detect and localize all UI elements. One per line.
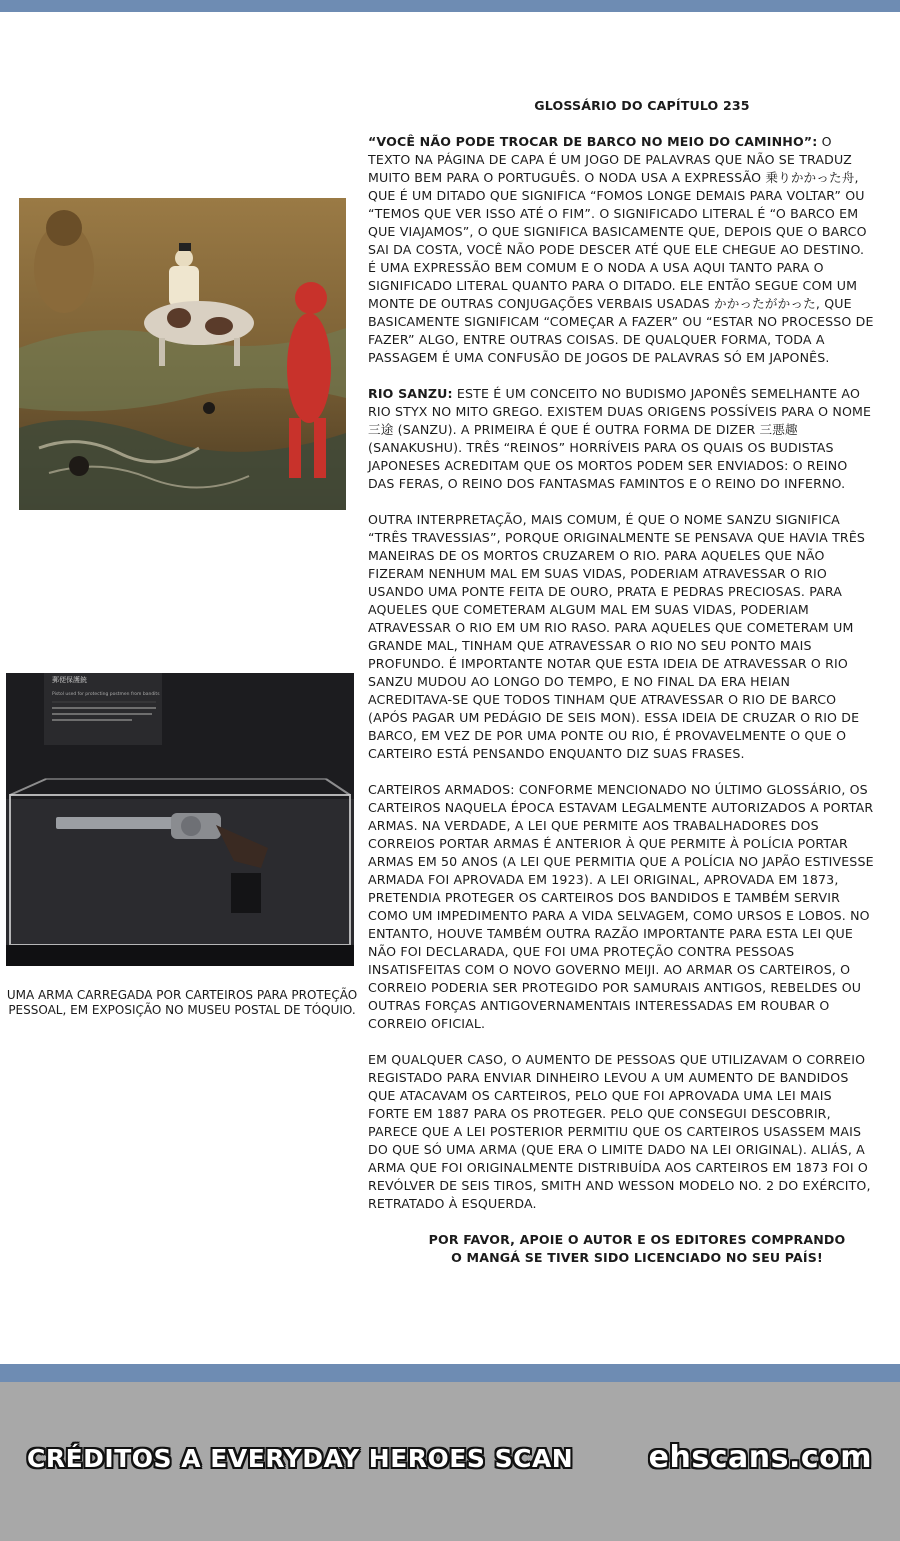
scan-group-credit: CRÉDITOS A EVERYDAY HEROES SCAN [27,1444,574,1473]
glossary-heading-sanzu: RIO SANZU: [368,386,453,401]
sanzu-river-painting [19,198,346,510]
placard-title: 郵便保護銃 [52,676,87,684]
credits-band [0,1364,900,1541]
photo-artwork [6,673,354,966]
scan-site-url[interactable]: ehscans.com [648,1440,872,1475]
glossary-paragraph-carteiros [368,781,876,1033]
glossary-paragraph-barco [368,133,876,367]
credits-stripe [0,1364,900,1382]
glossary-body-sanzu-interpretation: OUTRA INTERPRETAÇÃO, MAIS COMUM, É QUE O NOME SANZU SIGNIFICA “TRÊS TRAVESSIAS”, PORQUE ORIGINALMENTE SE PENSAVA QUE HAVIA TRÊS MANEIRAS DE OS MORTOS CRUZAREM O RIO. PARA AQUELES QUE NÃO FIZERAM NENHUM MAL EM SUAS VIDAS, PODERIAM ATRAVESSAR O RIO USANDO UMA PONTE FEITA DE OURO, PRATA E PEDRAS PRECIOSAS. PARA AQUELES QUE COMETERAM ALGUM MAL EM SUAS VIDAS, PODERIAM ATRAVESSAR O RIO EM UM RIO RASO. PARA AQUELES QUE COMETERAM UM GRANDE MAL, TINHAM QUE ATRAVESSAR O RIO NO SEU PONTO MAIS PROFUNDO. É IMPORTANTE NOTAR QUE ESTA IDEIA DE ATRAVESSAR O RIO SANZU MUDOU AO LONGO DO TEMPO, E NO FINAL DA ERA HEIAN ACREDITAVA-SE QUE TODOS TINHAM QUE ATRAVESSAR O RIO DE BARCO (APÓS PAGAR UM PEDÁGIO DE SEIS MON). ESSA IDEIA DE CRUZAR O RIO DE BARCO, EM VEZ DE POR UMA PONTE OU RIO, É PROVAVELMENTE O QUE O CARTEIRO ESTÁ PENSANDO ENQUANTO DIZ SUAS FRASES. [368,512,866,761]
caption-line-2: PESSOAL, EM EXPOSIÇÃO NO MUSEU POSTAL DE TÓQUIO. [8,1003,356,1017]
support-note-line-2: O MANGÁ SE TIVER SIDO LICENCIADO NO SEU PAÍS! [451,1250,823,1265]
painting-artwork [19,198,346,510]
glossary-paragraph-lei-1887 [368,1051,876,1213]
glossary-column [368,97,876,1267]
glossary-paragraph-sanzu [368,385,876,493]
photo-caption [4,988,360,1018]
support-author-note [368,1231,876,1267]
glossary-heading-barco: “VOCÊ NÃO PODE TROCAR DE BARCO NO MEIO DO CAMINHO”: [368,134,818,149]
support-note-line-1: POR FAVOR, APOIE O AUTOR E OS EDITORES COMPRANDO [428,1232,846,1247]
glossary-title: GLOSSÁRIO DO CAPÍTULO 235 [534,98,750,113]
glossary-body-carteiros: CARTEIROS ARMADOS: CONFORME MENCIONADO NO ÚLTIMO GLOSSÁRIO, OS CARTEIROS NAQUELA ÉPOCA ESTAVAM LEGALMENTE AUTORIZADOS A PORTAR ARMAS. NA VERDADE, A LEI QUE PERMITE AOS TRABALHADORES DOS CORREIOS PORTAR ARMAS É ANTERIOR À QUE PERMITE À POLÍCIA PORTAR ARMAS EM 50 ANOS (A LEI QUE PERMITIA QUE A POLÍCIA NO JAPÃO ESTIVESSE ARMADA FOI APROVADA EM 1923). A LEI ORIGINAL, APROVADA EM 1873, PRETENDIA PROTEGER OS CARTEIROS DOS BANDIDOS E TAMBÉM SERVIR COMO UM IMPEDIMENTO PARA A VIDA SELVAGEM, COMO URSOS E LOBOS. NO ENTANTO, HOUVE TAMBÉM OUTRA RAZÃO IMPORTANTE PARA ESTA LEI QUE NÃO FOI DECLARADA, QUE FOI UMA PROTEÇÃO CONTRA PESSOAS INSATISFEITAS COM O NOVO GOVERNO MEIJI. AO ARMAR OS CARTEIROS, O CORREIO PODERIA SER PROTEGIDO POR SAMURAIS ANTIGOS, REBELDES OU OUTRAS FORÇAS ANTIGOVERNAMENTAIS INTERESSADAS EM ROUBAR O CORREIO OFICIAL. [368,782,874,1031]
glossary-body-lei-1887: EM QUALQUER CASO, O AUMENTO DE PESSOAS QUE UTILIZAVAM O CORREIO REGISTADO PARA ENVIAR DINHEIRO LEVOU A UM AUMENTO DE BANDIDOS QUE ATACAVAM OS CARTEIROS, PELO QUE FOI APROVADA UMA LEI MAIS FORTE EM 1887 PARA OS PROTEGER. PELO QUE CONSEGUI DESCOBRIR, PARECE QUE A LEI POSTERIOR PERMITIU QUE OS CARTEIROS USASSEM MAIS DO QUE SÓ UMA ARMA (QUE ERA O LIMITE DADO NA LEI ORIGINAL). ALIÁS, A ARMA QUE FOI ORIGINALMENTE DISTRIBUÍDA AOS CARTEIROS EM 1873 FOI O REVÓLVER DE SEIS TIROS, SMITH AND WESSON MODELO NO. 2 DO EXÉRCITO, RETRATADO À ESQUERDA. [368,1052,871,1211]
glossary-body-sanzu: ESTE É UM CONCEITO NO BUDISMO JAPONÊS SEMELHANTE AO RIO STYX NO MITO GREGO. EXISTEM DUAS ORIGENS POSSÍVEIS PARA O NOME 三途 (SANZU). A PRIMEIRA É QUE É OUTRA FORMA DE DIZER 三悪趣 (SANAKUSHU). TRÊS “REINOS” HORRÍVEIS PARA OS QUAIS OS BUDISTAS JAPONESES ACREDITAM QUE OS MORTOS PODEM SER ENVIADOS: O REINO DAS FERAS, O REINO DOS FANTASMAS FAMINTOS E O REINO DO INFERNO. [368,386,872,491]
caption-line-1: UMA ARMA CARREGADA POR CARTEIROS PARA PROTEÇÃO [6,988,358,1002]
glossary-body-barco: O TEXTO NA PÁGINA DE CAPA É UM JOGO DE PALAVRAS QUE NÃO SE TRADUZ MUITO BEM PARA O PORTUGUÊS. O NODA USA A EXPRESSÃO 乗りかかった舟, QUE É UM DITADO QUE SIGNIFICA “FOMOS LONGE DEMAIS PARA VOLTAR” OU “TEMOS QUE VER ISSO ATÉ O FIM”. O SIGNIFICADO LITERAL É “O BARCO EM QUE VIAJAMOS”, O QUE SIGNIFICA BASICAMENTE QUE, DEPOIS QUE O BARCO SAI DA COSTA, VOCÊ NÃO PODE DESCER ATÉ QUE ELE CHEGUE AO DESTINO. É UMA EXPRESSÃO BEM COMUM E O NODA A USA AQUI TANTO PARA O SIGNIFICADO LITERAL QUANTO PARA O DITADO. ELE ENTÃO SEGUE COM UM MONTE DE OUTRAS CONJUGAÇÕES VERBAIS USADAS かかったがかった, QUE BASICAMENTE SIGNIFICAM “COMEÇAR A FAZER” OU “ESTAR NO PROCESSO DE FAZER” ALGO, ENTRE OUTRAS COISAS. DE QUALQUER FORMA, TODA A PASSAGEM É UMA CONFUSÃO DE JOGOS DE PALAVRAS SÓ EM JAPONÊS. [368,134,874,365]
glossary-paragraph-sanzu-interpretation [368,511,876,763]
revolver-museum-photo [6,673,354,966]
top-border-bar [0,0,900,12]
placard-subtitle: Pistol used for protecting postmen from bandits [52,692,160,697]
